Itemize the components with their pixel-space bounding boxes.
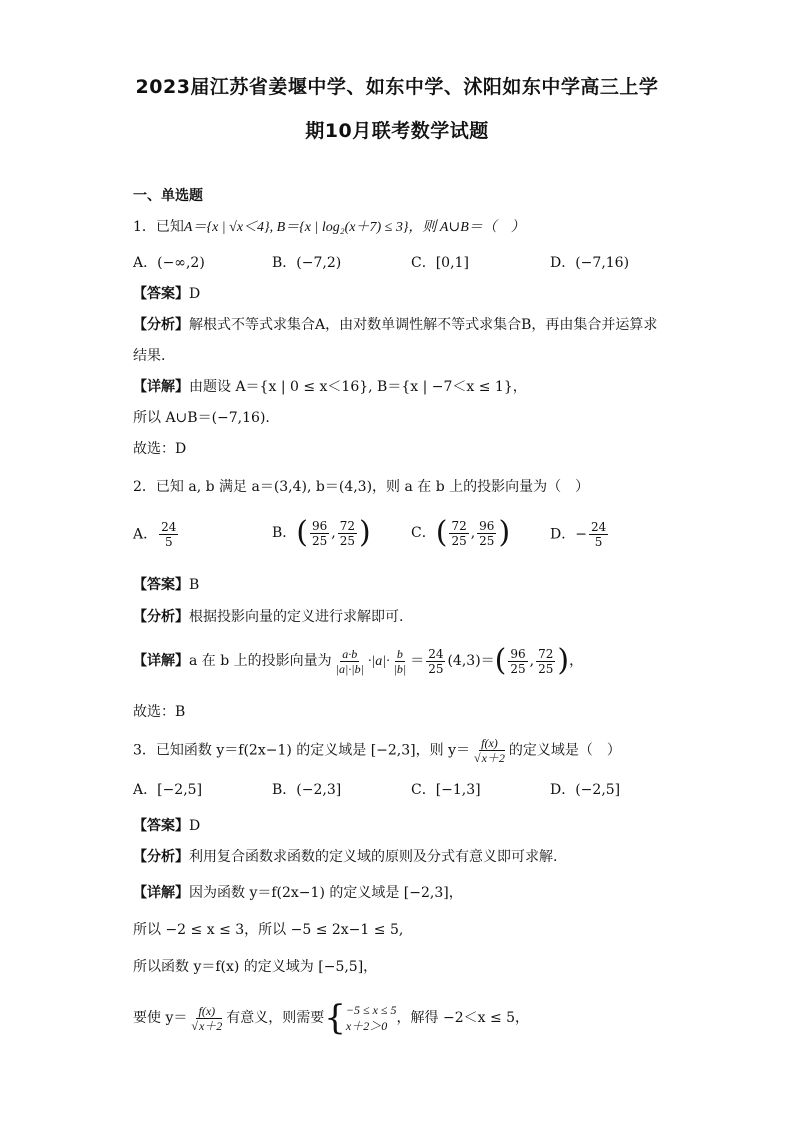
q2-detail-mid: ·|a|· <box>367 654 390 669</box>
q3-analysis-text: 利用复合函数求函数的定义域的原则及分式有意义即可求解. <box>189 849 558 865</box>
q1-stem <box>133 218 525 237</box>
title-line-1: 2023届江苏省姜堰中学、如东中学、沭阳如东中学高三上学 <box>135 76 659 98</box>
fraction-numerator: a·b <box>342 646 358 661</box>
fraction-denominator: √x＋2 <box>191 1018 223 1033</box>
q3-option-d: D．(−2,5] <box>550 782 621 798</box>
q2-answer-value: B <box>189 577 200 593</box>
q3-answer-value: D <box>189 818 201 834</box>
q2-option-b-vector: ( $\frac{96}{25}$ , $\frac{72}{25}$ ) <box>296 515 371 550</box>
q1-answer <box>133 285 200 303</box>
q1-analysis-tag: 【分析】 <box>133 317 189 333</box>
q2-answer-tag: 【答案】 <box>133 577 189 593</box>
q2-detail-end: ， <box>569 653 584 669</box>
fraction-denominator: 25 <box>339 533 356 548</box>
q3-detail <box>133 884 463 902</box>
q3-stem-fraction <box>472 736 507 765</box>
fraction-denominator: 25 <box>451 533 467 548</box>
inequality-row-1: −5 ≤ x ≤ 5 <box>345 1003 397 1017</box>
q3-stem <box>133 736 621 765</box>
q2-answer <box>133 576 199 594</box>
q2-detail-fraction-2 <box>392 647 409 676</box>
q2-option-a <box>133 520 180 549</box>
fraction-numerator: 24 <box>590 520 607 534</box>
q2-option-c-label: C． <box>411 525 436 541</box>
q1-number: 1．已知 <box>133 219 184 235</box>
q2-detail-equals: ＝ <box>410 653 425 669</box>
fraction-denominator: 25 <box>312 533 328 548</box>
q3-detail-4-fraction <box>189 1004 224 1033</box>
q3-stem-pre: 3．已知函数 y＝f(2x−1) 的定义域是 [−2,3]，则 y＝ <box>133 742 470 759</box>
q3-detail-4-pre: 要使 y＝ <box>133 1010 188 1026</box>
q2-option-d-fraction <box>589 520 608 549</box>
fraction-numerator: 24 <box>161 520 177 534</box>
section-heading: 一、单选题 <box>133 188 203 204</box>
q3-answer <box>133 817 200 835</box>
sqrt-radicand: x＋2 <box>198 1018 223 1033</box>
q3-stem-post: 的定义域是（ ） <box>508 742 621 759</box>
fraction-denominator: 25 <box>538 661 554 676</box>
q2-choice: 故选：B <box>133 704 186 720</box>
inequality-row-2: x＋2＞0 <box>345 1019 388 1033</box>
q3-detail-4-mid: 有意义，则需要 <box>226 1010 325 1026</box>
q3-inequality-system: { −5 ≤ x ≤ 5 x＋2＞0 <box>324 998 397 1038</box>
fraction-numerator: 96 <box>479 518 495 533</box>
fraction-denominator: |a|·|b| <box>335 661 364 676</box>
q2-detail-pre: a 在 b 上的投影向量为 <box>189 653 332 669</box>
q2-detail-fraction-1 <box>334 647 366 676</box>
q3-detail-text-2: 所以 −2 ≤ x ≤ 3，所以 −5 ≤ 2x−1 ≤ 5, <box>133 922 404 938</box>
fraction-numerator: 72 <box>339 518 356 533</box>
q1-stem-math: A＝{x | √x＜4}, B＝{x | log₂(x＋7) ≤ 3}，则 A∪B＝（ ） <box>183 220 525 235</box>
q2-detail <box>133 643 584 678</box>
q2-detail-fraction-3 <box>426 647 445 676</box>
fraction-denominator: |b| <box>393 661 407 676</box>
q3-detail-4-post: ，解得 −2＜x ≤ 5， <box>396 1010 530 1026</box>
q1-answer-value: D <box>189 286 201 302</box>
q3-analysis <box>133 848 557 866</box>
q2-analysis <box>133 608 403 626</box>
fraction-numerator: 72 <box>451 518 467 533</box>
q1-detail-text-1: 由题设 A＝{x | 0 ≤ x＜16}, B＝{x | −7＜x ≤ 1}， <box>189 379 527 395</box>
q2-analysis-tag: 【分析】 <box>133 609 189 625</box>
q3-option-a: A．[−2,5] <box>133 782 203 798</box>
q1-analysis-text-2: 结果. <box>133 348 166 364</box>
q2-option-c-vector: ( $\frac{72}{25}$ , $\frac{96}{25}$ ) <box>435 515 511 550</box>
q3-detail-tag: 【详解】 <box>133 885 189 901</box>
q1-option-c: C．[0,1] <box>411 255 469 271</box>
q2-option-a-label: A． <box>133 526 158 543</box>
sqrt-radicand: x＋2 <box>481 751 505 765</box>
fraction-numerator: 96 <box>312 518 328 533</box>
title-line-2: 期10月联考数学试题 <box>305 120 489 142</box>
q3-detail-text-1: 因为函数 y＝f(2x−1) 的定义域是 [−2,3]， <box>189 885 463 901</box>
q3-option-b: B．(−2,3] <box>272 782 342 798</box>
fraction-denominator: 5 <box>164 535 173 549</box>
q1-option-d: D．(−7,16) <box>550 255 630 271</box>
q3-answer-tag: 【答案】 <box>133 818 189 834</box>
q2-option-d <box>550 520 610 549</box>
q1-detail-tag: 【详解】 <box>133 379 189 395</box>
fraction-numerator: 96 <box>510 646 526 661</box>
fraction-denominator: 25 <box>428 661 444 676</box>
q2-detail-vector: (4,3)＝ <box>447 653 495 669</box>
q1-option-a: A．(−∞,2) <box>133 255 205 271</box>
q1-answer-tag: 【答案】 <box>133 286 189 302</box>
q1-analysis-text-1: 解根式不等式求集合A，由对数单调性解不等式求集合B，再由集合并运算求 <box>189 317 658 333</box>
q2-option-b <box>272 515 371 550</box>
q1-choice: 故选：D <box>133 441 187 457</box>
q1-analysis <box>133 316 657 334</box>
q2-stem: 2．已知 a, b 满足 a＝(3,4), b＝(4,3)，则 a 在 b 上的投影向量为（ ） <box>133 479 590 495</box>
q2-option-c <box>411 515 511 550</box>
q3-detail-text-3: 所以函数 y＝f(x) 的定义域为 [−5,5]， <box>133 959 378 975</box>
fraction-denominator: √x＋2 <box>474 751 505 765</box>
q2-detail-result: ( $\frac{96}{25}$ , $\frac{72}{25}$ ) <box>494 643 570 678</box>
q2-analysis-text: 根据投影向量的定义进行求解即可. <box>189 609 404 625</box>
q2-option-d-label: D．− <box>550 526 587 543</box>
fraction-denominator: 5 <box>594 535 603 549</box>
q2-detail-tag: 【详解】 <box>133 653 189 669</box>
q2-option-a-fraction <box>159 520 178 549</box>
q1-option-b: B．(−7,2) <box>272 255 342 271</box>
fraction-numerator: 72 <box>538 646 554 661</box>
q2-option-b-label: B． <box>272 525 297 541</box>
q1-detail <box>133 378 527 396</box>
fraction-numerator: b <box>396 646 403 661</box>
q3-option-c: C．[−1,3] <box>411 782 481 798</box>
fraction-denominator: 25 <box>479 533 495 548</box>
fraction-numerator: 24 <box>428 646 444 661</box>
fraction-numerator: f(x) <box>198 1003 216 1018</box>
fraction-numerator: f(x) <box>481 736 498 750</box>
fraction-denominator: 25 <box>510 661 526 676</box>
q3-detail-4 <box>133 1000 529 1036</box>
q1-detail-text-2: 所以 A∪B＝(−7,16). <box>133 410 270 426</box>
q3-analysis-tag: 【分析】 <box>133 849 189 865</box>
